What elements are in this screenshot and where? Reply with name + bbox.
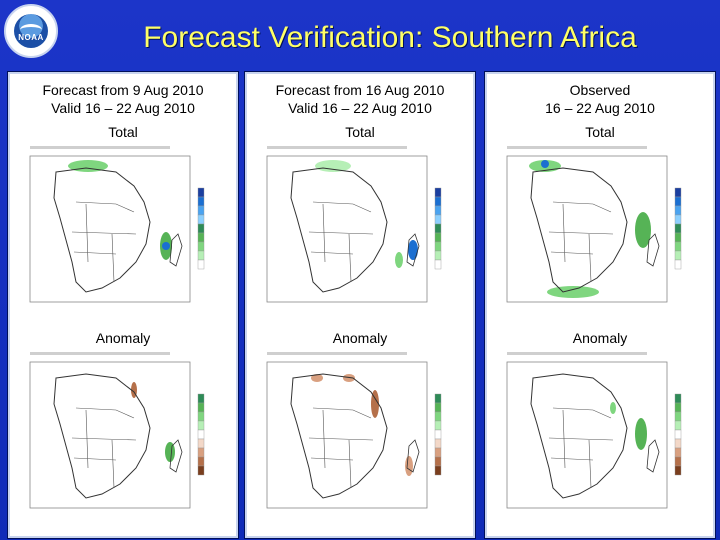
panel-title-line2: Valid 16 – 22 Aug 2010 [288, 100, 432, 116]
observed-panel [485, 72, 715, 538]
total-label: Total [108, 124, 138, 140]
panel-title-line1: Forecast from 9 Aug 2010 [42, 82, 204, 98]
total-precip-map [16, 142, 230, 318]
total-label: Total [585, 124, 615, 140]
noaa-seagull-icon [14, 14, 48, 48]
anomaly-precip-map [253, 348, 467, 524]
anomaly-label: Anomaly [95, 330, 151, 346]
anomaly-label: Anomaly [332, 330, 388, 346]
page-title: Forecast Verification: Southern Africa [143, 21, 637, 54]
anomaly-precip-map [16, 348, 230, 524]
total-label: Total [345, 124, 375, 140]
forecast-panel-1 [8, 72, 238, 538]
total-precip-map [253, 142, 467, 318]
panel-title-line2: 16 – 22 Aug 2010 [545, 100, 655, 116]
anomaly-label: Anomaly [572, 330, 628, 346]
forecast-panel-2 [245, 72, 475, 538]
panel-title-line2: Valid 16 – 22 Aug 2010 [51, 100, 195, 116]
noaa-logo [4, 4, 58, 58]
panel-title-line1: Observed [569, 82, 631, 98]
noaa-logo-text: NOAA [18, 33, 44, 42]
panel-title-line1: Forecast from 16 Aug 2010 [275, 82, 445, 98]
total-precip-map [493, 142, 707, 318]
anomaly-precip-map [493, 348, 707, 524]
